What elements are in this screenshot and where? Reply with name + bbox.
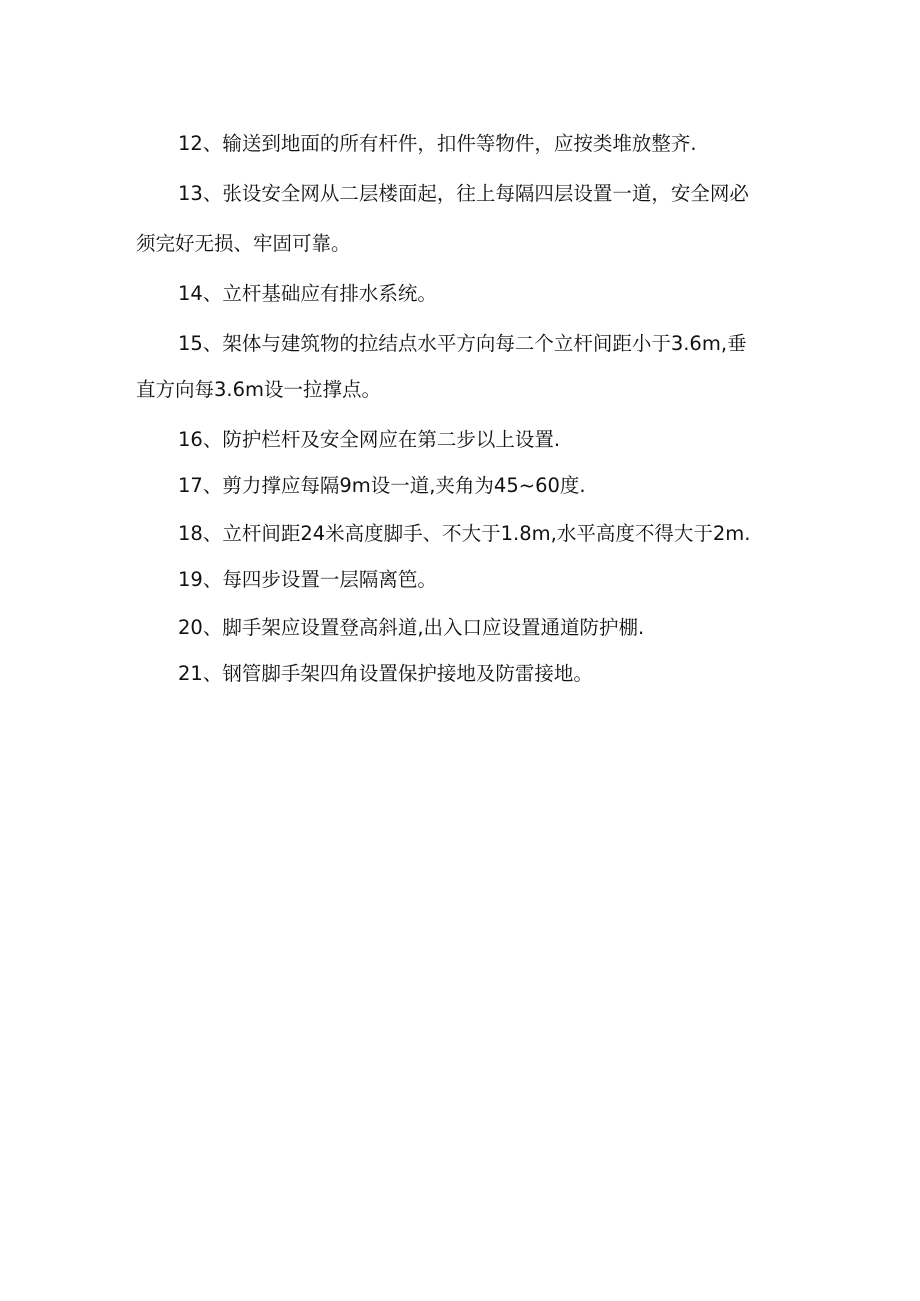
clause-15-line-1: 15、架体与建筑物的拉结点水平方向每二个立杆间距小于3.6m,垂	[178, 332, 747, 355]
clause-14: 14、立杆基础应有排水系统。	[178, 282, 437, 305]
clause-21: 21、钢管脚手架四角设置保护接地及防雷接地。	[178, 662, 593, 685]
clause-20: 20、脚手架应设置登高斜道,出入口应设置通道防护棚.	[178, 616, 645, 639]
clause-12: 12、输送到地面的所有杆件，扣件等物件，应按类堆放整齐.	[178, 132, 697, 155]
clause-13-line-1: 13、张设安全网从二层楼面起，往上每隔四层设置一道，安全网必	[178, 182, 749, 205]
clause-13-line-2: 须完好无损、牢固可靠。	[136, 232, 351, 255]
clause-16: 16、防护栏杆及安全网应在第二步以上设置.	[178, 428, 561, 451]
clause-19: 19、每四步设置一层隔离笆。	[178, 568, 437, 591]
clause-17: 17、剪力撑应每隔9m设一道,夹角为45~60度.	[178, 474, 586, 497]
clause-15-line-2: 直方向每3.6m设一拉撑点。	[136, 378, 382, 401]
clause-18: 18、立杆间距24米高度脚手、不大于1.8m,水平高度不得大于2m.	[178, 522, 751, 545]
